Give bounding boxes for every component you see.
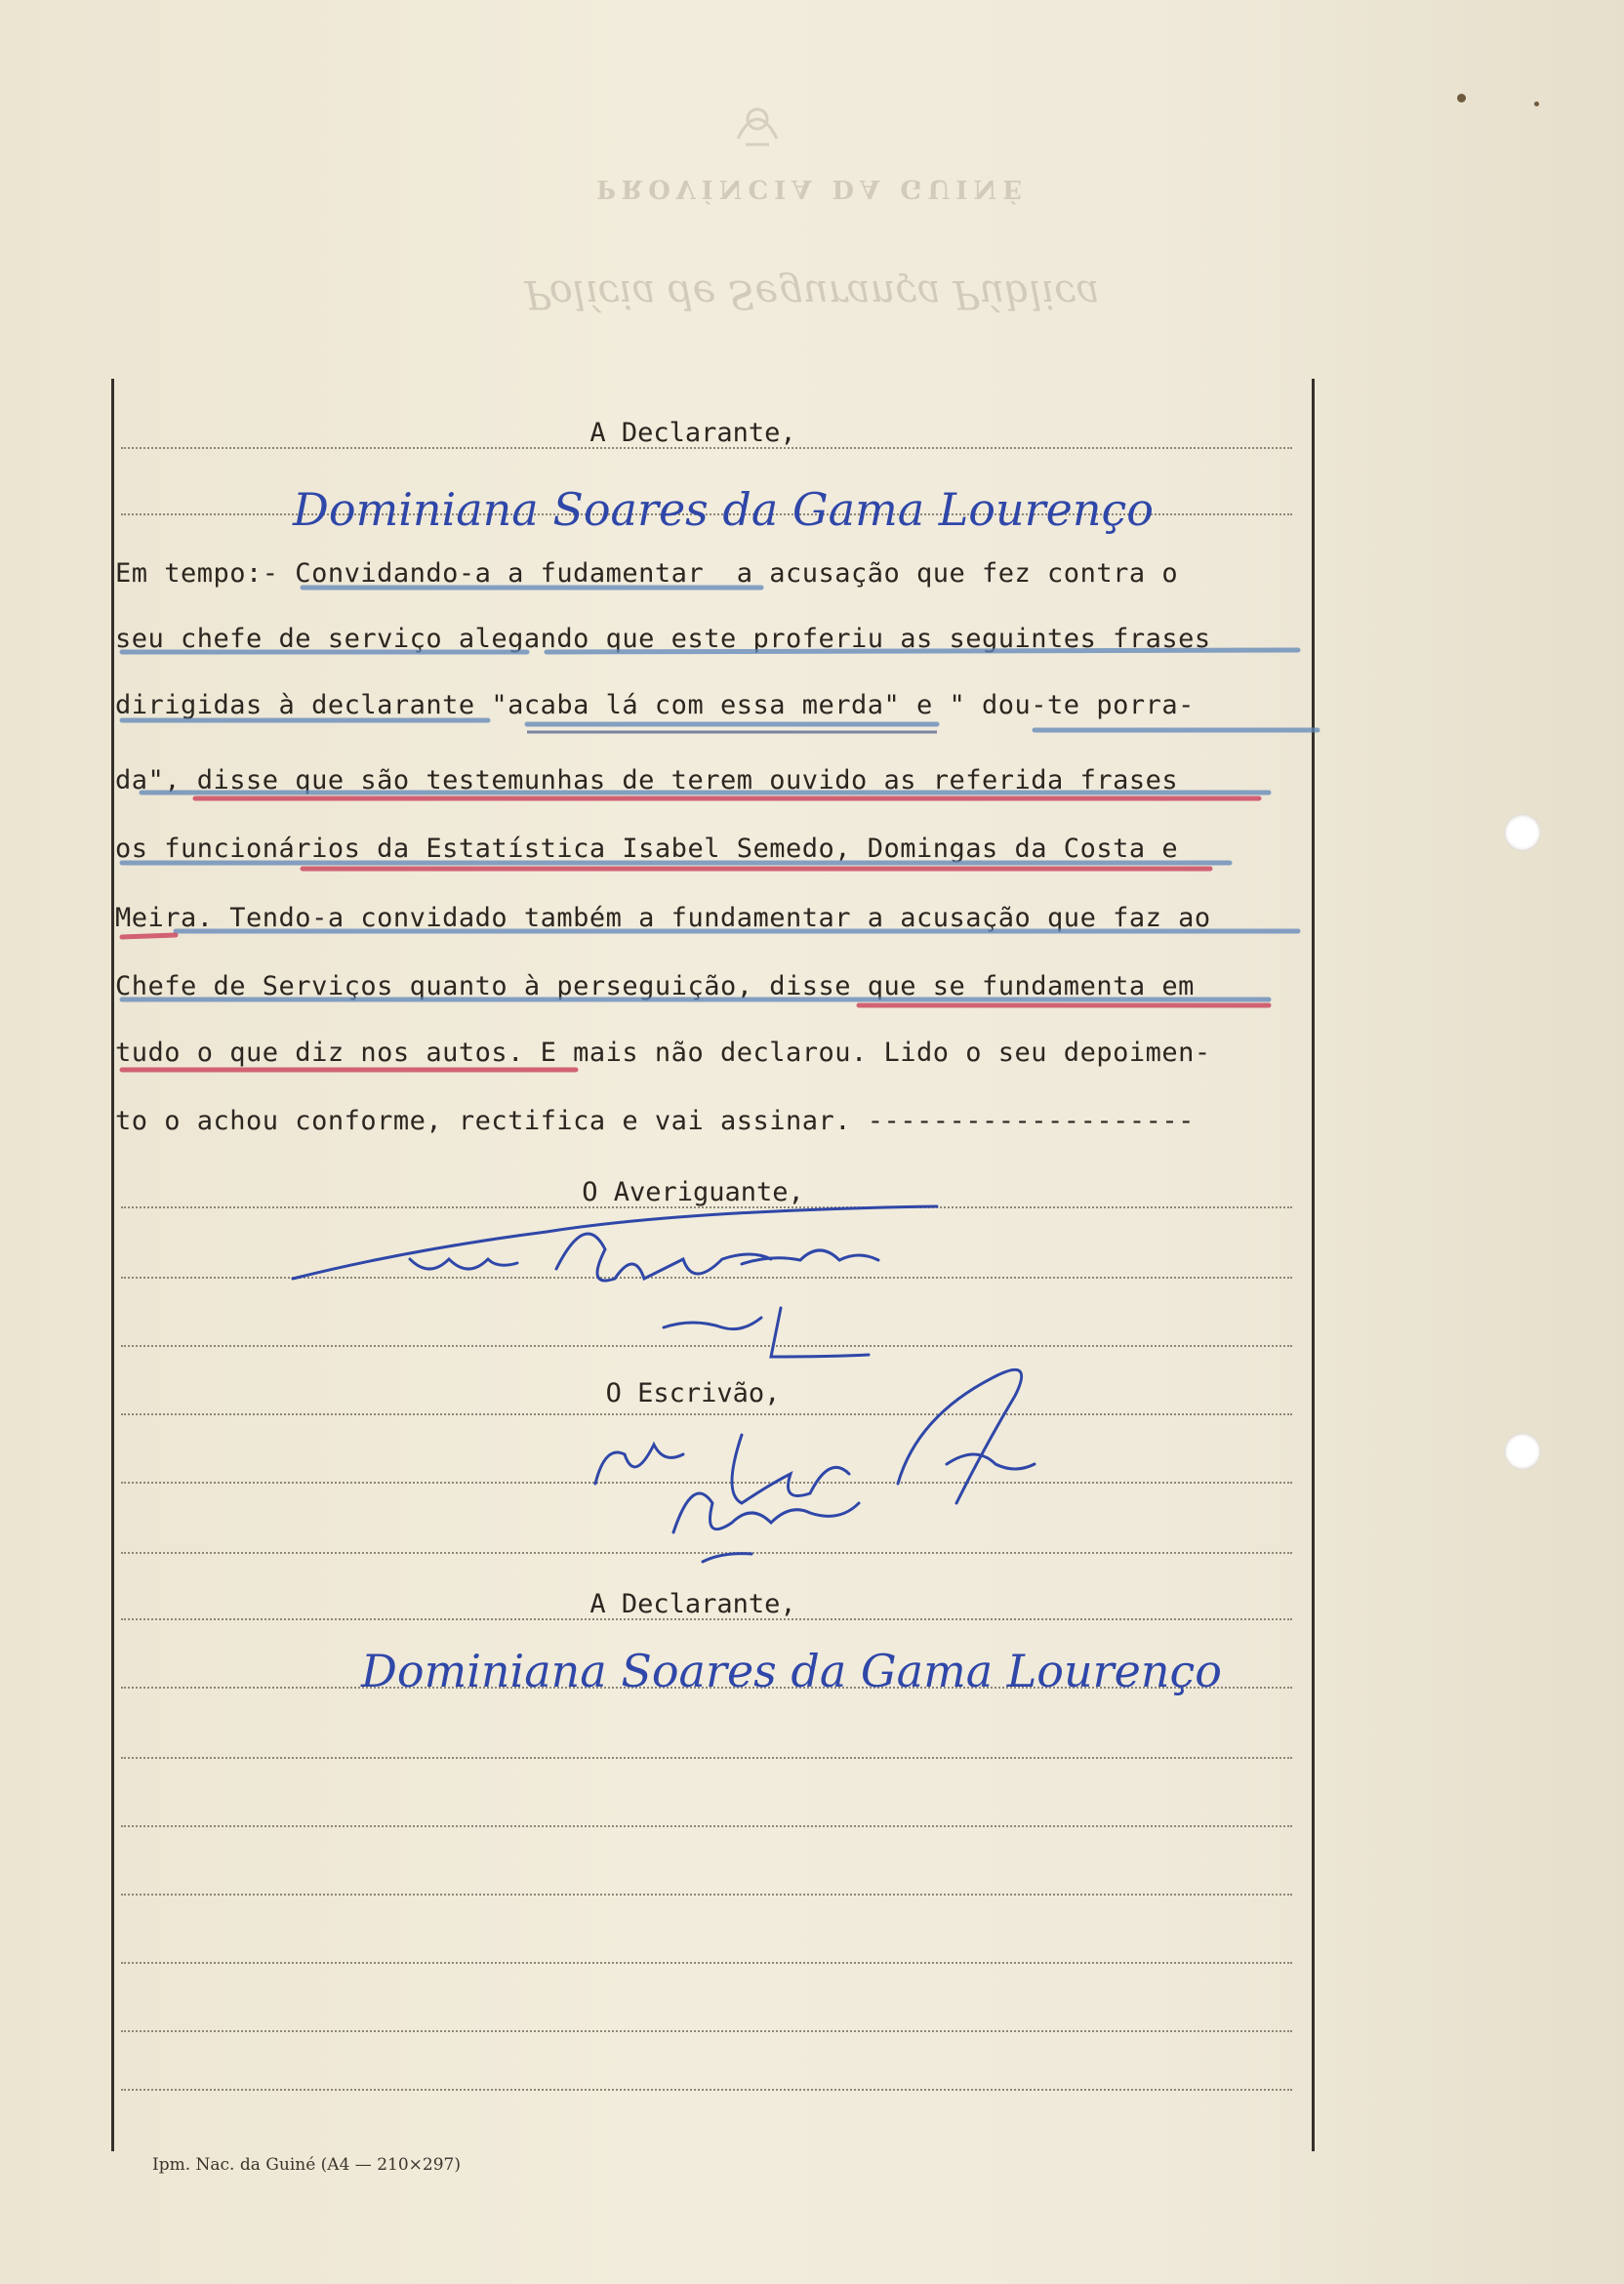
signature-declarante-bottom-text: Dominiana Soares da Gama Lourenço [361, 1645, 1222, 1697]
body-line: tudo o que diz nos autos. E mais não declarou. Lido o seu depoimen- [115, 1038, 1211, 1068]
left-margin-rule [111, 379, 114, 2151]
declarante-label-bottom: A Declarante, [589, 1589, 796, 1619]
dotted-rule [121, 1894, 1292, 1896]
signature-declarante-top-text: Dominiana Soares da Gama Lourenço [293, 483, 1154, 536]
body-line: os funcionários da Estatística Isabel Semedo, Domingas da Costa e [115, 834, 1179, 864]
dotted-rule [121, 1345, 1292, 1347]
dotted-rule [121, 1687, 1292, 1689]
dotted-rule [121, 513, 1292, 515]
punch-hole [1504, 814, 1541, 851]
paper-spot [1457, 94, 1466, 102]
letterhead-police-bleed: Polícia de Segurança Pública [524, 271, 1100, 316]
body-line: da", disse que são testemunhas de terem ouvido as referida frases [115, 765, 1179, 795]
body-line: Meira. Tendo-a convidado também a fundamentar a acusação que faz ao [115, 903, 1211, 933]
dotted-rule [121, 2089, 1292, 2091]
escrivao-label: O Escrivão, [605, 1378, 781, 1408]
body-line: Em tempo:- Convidando-a a fudamentar a acusação que fez contra o [115, 558, 1179, 589]
punch-hole [1504, 1433, 1541, 1470]
dotted-rule [121, 2030, 1292, 2032]
paper-spot [1534, 102, 1539, 106]
body-line: to o achou conforme, rectifica e vai assinar. -------------------- [115, 1106, 1195, 1136]
dotted-rule [121, 1962, 1292, 1964]
dotted-rule [121, 1482, 1292, 1484]
right-margin-rule [1312, 379, 1315, 2151]
body-line: Chefe de Serviços quanto à perseguição, disse que se fundamenta em [115, 971, 1195, 1001]
body-line: seu chefe de serviço alegando que este proferiu as seguintes frases [115, 624, 1211, 654]
dotted-rule [121, 1552, 1292, 1554]
body-line: dirigidas à declarante "acaba lá com essa merda" e " dou-te porra- [115, 690, 1195, 720]
letterhead-province-bleed: PROVÍNCIA DA GUINÉ [596, 174, 1028, 203]
printer-footer: Ipm. Nac. da Guiné (A4 — 210×297) [152, 2155, 461, 2175]
crest-bleed-icon [718, 90, 796, 158]
dotted-rule [121, 1757, 1292, 1759]
dotted-rule [121, 1277, 1292, 1279]
declarante-label-top: A Declarante, [589, 418, 796, 448]
dotted-rule [121, 1825, 1292, 1827]
dotted-rule [121, 1413, 1292, 1415]
averiguante-label: O Averiguante, [582, 1177, 804, 1207]
